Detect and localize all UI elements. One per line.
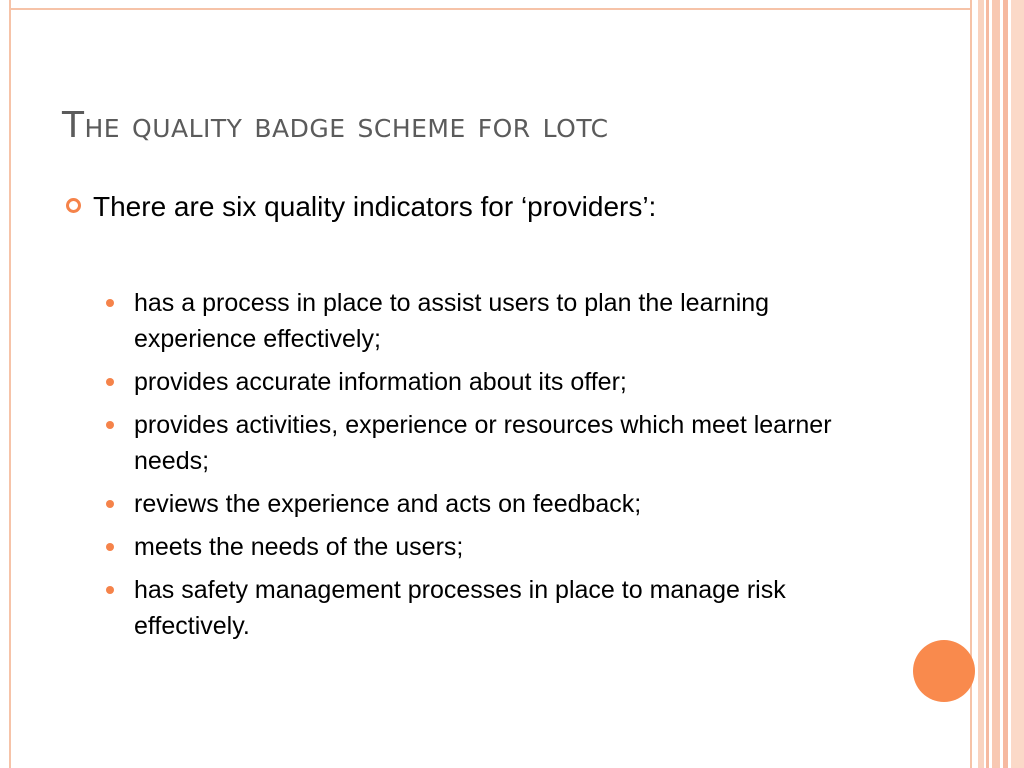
bullet-dot-icon bbox=[106, 378, 114, 386]
indicator-list bbox=[104, 285, 874, 651]
decorative-circle bbox=[913, 640, 975, 702]
bullet-dot-icon bbox=[106, 421, 114, 429]
list-item-text: has safety management processes in place to manage risk effectively. bbox=[134, 576, 786, 640]
list-item bbox=[104, 285, 874, 357]
bullet-dot-icon bbox=[106, 500, 114, 508]
list-item-text: meets the needs of the users; bbox=[134, 533, 464, 561]
list-item-text: provides accurate information about its offer; bbox=[134, 368, 627, 396]
lead-bullet-point bbox=[66, 190, 656, 224]
list-item-text: reviews the experience and acts on feedback; bbox=[134, 490, 642, 518]
list-item bbox=[104, 364, 874, 400]
bullet-dot-icon bbox=[106, 299, 114, 307]
decorative-stripe bbox=[992, 0, 1000, 768]
decorative-stripe bbox=[986, 0, 989, 768]
list-item-text: has a process in place to assist users to plan the learning experience effectively; bbox=[134, 289, 770, 353]
list-item bbox=[104, 529, 874, 565]
bullet-dot-icon bbox=[106, 586, 114, 594]
bullet-dot-icon bbox=[106, 543, 114, 551]
decorative-stripe bbox=[1003, 0, 1008, 768]
slide-border-top bbox=[9, 8, 972, 10]
decorative-stripe bbox=[978, 0, 984, 768]
list-item bbox=[104, 572, 874, 644]
list-item-text: provides activities, experience or resources which meet learner needs; bbox=[134, 411, 832, 475]
ring-bullet-icon bbox=[66, 198, 81, 213]
list-item bbox=[104, 486, 874, 522]
decorative-stripe bbox=[1011, 0, 1024, 768]
list-item bbox=[104, 407, 874, 479]
slide-title: The quality badge scheme for lotc bbox=[62, 105, 609, 146]
lead-text: There are six quality indicators for ‘providers’: bbox=[93, 191, 657, 222]
